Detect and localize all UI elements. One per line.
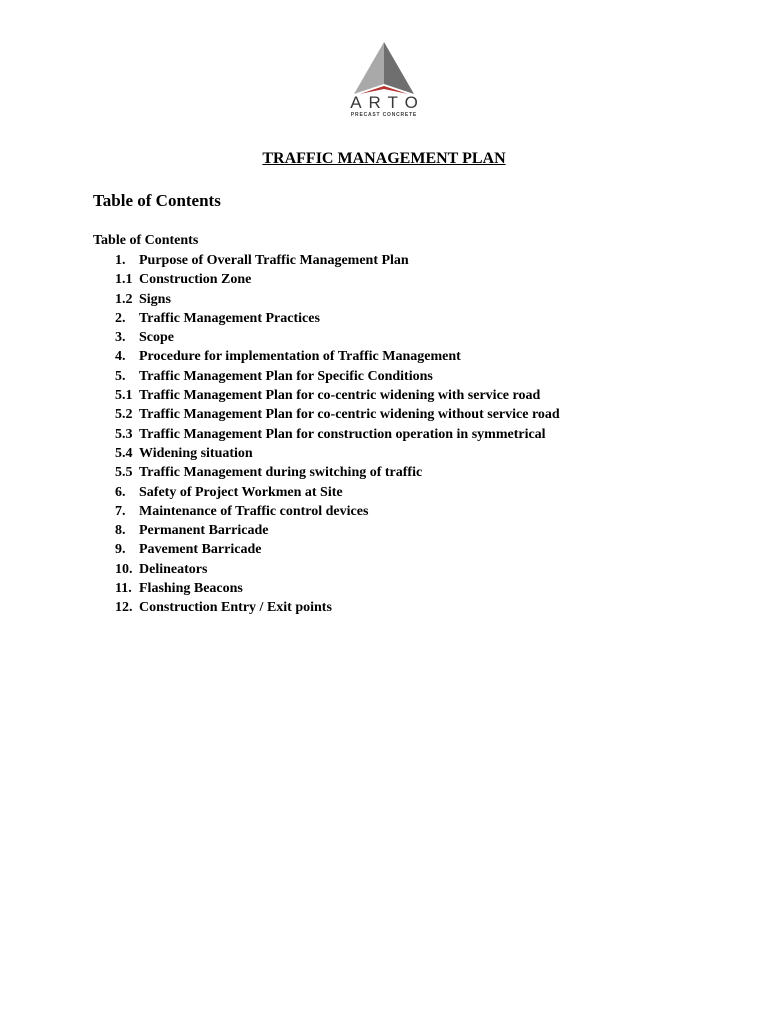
toc-item-text: Safety of Project Workmen at Site [139,484,343,500]
toc-item-text: Delineators [139,561,208,577]
toc-item-number: 7. [115,503,126,519]
toc-subheading: Table of Contents [93,233,199,248]
toc-item-number: 1. [115,253,126,268]
toc-item[interactable] [93,483,560,502]
toc-item-number: 5.5 [115,465,133,481]
toc-item[interactable] [93,521,560,540]
table-of-contents [93,251,560,618]
toc-item-number: 3. [115,330,126,346]
toc-item[interactable] [93,328,560,347]
toc-item-text: Widening situation [139,445,253,461]
toc-item-number: 5.1 [115,388,133,404]
arto-triangle-icon [350,40,418,96]
toc-item-number: 1.1 [115,272,133,288]
toc-item-number: 11. [115,581,132,597]
toc-item[interactable] [93,444,560,463]
toc-item[interactable] [93,309,560,328]
toc-item-text: Pavement Barricade [139,542,262,558]
toc-item-text: Permanent Barricade [139,523,269,539]
toc-item[interactable] [93,290,560,309]
toc-item[interactable] [93,270,560,289]
toc-item-text: Traffic Management Plan for co-centric widening without service road [139,407,560,423]
toc-item[interactable] [93,367,560,386]
logo-tagline: PRECAST CONCRETE [350,112,418,118]
toc-item[interactable] [93,425,560,444]
toc-item-text: Traffic Management Practices [139,310,320,326]
toc-item-number: 5. [115,368,126,384]
toc-item-text: Purpose of Overall Traffic Management Plan [139,253,409,268]
toc-item-text: Traffic Management Plan for construction operation in symmetrical [139,426,546,442]
toc-item-text: Scope [139,330,174,346]
toc-item-number: 6. [115,484,126,500]
toc-item[interactable] [93,560,560,579]
toc-item-number: 8. [115,523,126,539]
toc-item-text: Maintenance of Traffic control devices [139,503,369,519]
toc-item-number: 9. [115,542,126,558]
toc-item[interactable] [93,347,560,366]
company-logo [336,40,432,120]
toc-item-number: 2. [115,310,126,326]
toc-item[interactable] [93,386,560,405]
toc-heading: Table of Contents [93,191,221,210]
toc-item-number: 1.2 [115,291,133,307]
logo-wordmark: ARTO [350,93,425,112]
document-title: TRAFFIC MANAGEMENT PLAN [262,150,506,167]
toc-item-number: 12. [115,600,133,616]
toc-item-text: Procedure for implementation of Traffic Management [139,349,461,365]
toc-item-text: Signs [139,291,171,307]
toc-item-text: Traffic Management Plan for co-centric widening with service road [139,388,541,404]
toc-item[interactable] [93,251,560,270]
toc-item[interactable] [93,540,560,559]
toc-item[interactable] [93,502,560,521]
toc-item-number: 5.3 [115,426,133,442]
toc-item-number: 5.4 [115,445,133,461]
toc-item-text: Flashing Beacons [139,581,243,597]
toc-item-number: 5.2 [115,407,133,423]
toc-item[interactable] [93,598,560,617]
toc-item-text: Construction Zone [139,272,252,288]
toc-item-text: Construction Entry / Exit points [139,600,332,616]
toc-item[interactable] [93,579,560,598]
toc-item-text: Traffic Management during switching of traffic [139,465,423,481]
toc-item-number: 10. [115,561,133,577]
toc-item-text: Traffic Management Plan for Specific Conditions [139,368,433,384]
toc-item[interactable] [93,463,560,482]
toc-item[interactable] [93,405,560,424]
toc-item-number: 4. [115,349,126,365]
